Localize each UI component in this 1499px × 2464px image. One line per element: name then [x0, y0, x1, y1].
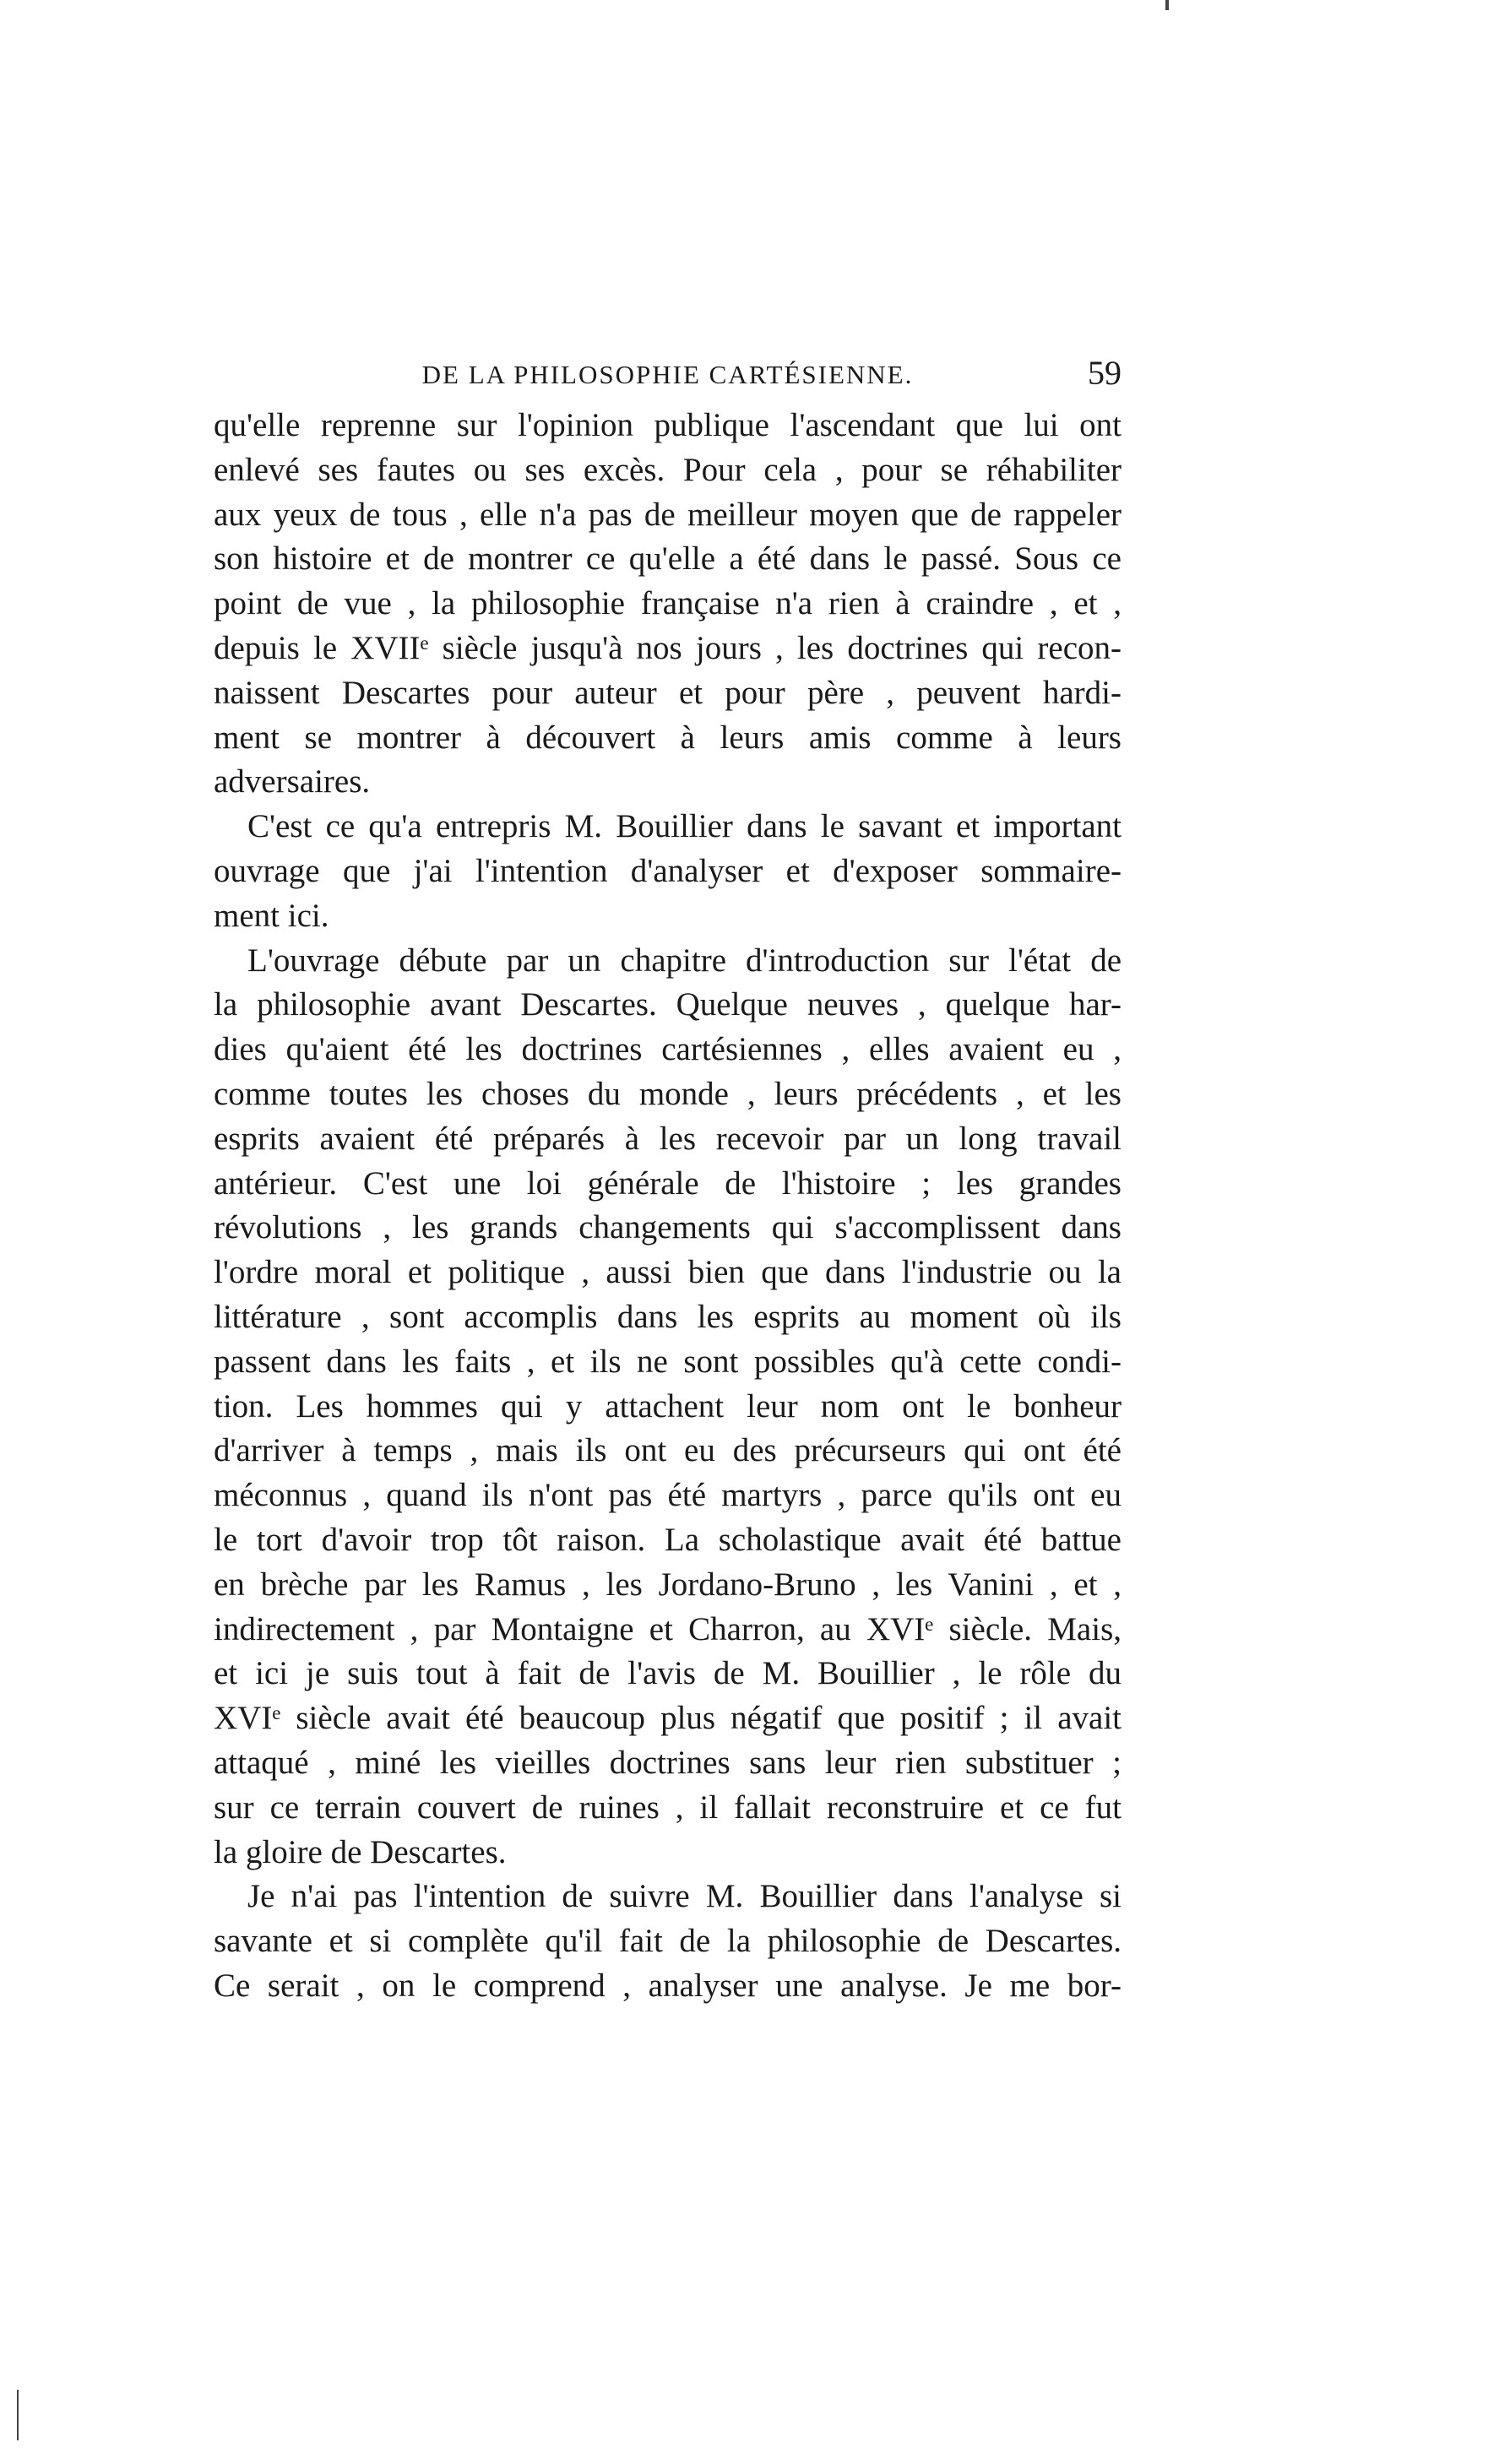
text-line: qu'elle reprenne sur l'opinion publique l'ascendant que lui ont [214, 407, 1122, 443]
text-line: comme toutes les choses du monde , leurs précédents , et les [214, 1075, 1122, 1112]
text-line: et ici je suis tout à fait de l'avis de M. Bouillier , le rôle du [214, 1655, 1122, 1692]
scan-artifact [17, 2390, 19, 2440]
text-line: révolutions , les grands changements qui s'accomplissent dans [214, 1209, 1122, 1246]
text-line: ment ici. [214, 897, 329, 934]
text-line: le tort d'avoir trop tôt raison. La scholastique avait été battue [214, 1521, 1122, 1558]
page-number: 59 [1088, 354, 1122, 392]
text-line: tion. Les hommes qui y attachent leur nom ont le bonheur [214, 1387, 1122, 1425]
text-line: point de vue , la philosophie française n'a rien à craindre , et , [214, 585, 1122, 622]
text-line: la philosophie avant Descartes. Quelque neuves , quelque har- [214, 986, 1122, 1023]
text-line: en brèche par les Ramus , les Jordano-Bruno , les Vanini , et , [214, 1566, 1122, 1603]
text-line: d'arriver à temps , mais ils ont eu des précurseurs qui ont été [214, 1432, 1122, 1469]
body-text [214, 404, 1122, 2009]
text-line: la gloire de Descartes. [214, 1833, 507, 1870]
text-line: attaqué , miné les vieilles doctrines sans leur rien substituer ; [214, 1744, 1122, 1781]
text-line: ouvrage que j'ai l'intention d'analyser et d'exposer sommaire- [214, 852, 1122, 889]
text-line: son histoire et de montrer ce qu'elle a été dans le passé. Sous ce [214, 540, 1122, 578]
text-line: adversaires. [214, 763, 371, 801]
text-line: esprits avaient été préparés à les recevoir par un long travail [214, 1120, 1122, 1157]
text-line: méconnus , quand ils n'ont pas été martyrs , parce qu'ils ont eu [214, 1477, 1122, 1514]
text-line: XVIᵉ siècle avait été beaucoup plus négatif que positif ; il avait [214, 1700, 1122, 1737]
text-line: dies qu'aient été les doctrines cartésiennes , elles avaient eu , [214, 1031, 1122, 1068]
text-line: Je n'ai pas l'intention de suivre M. Bouillier dans l'analyse si [247, 1878, 1122, 1915]
text-line: passent dans les faits , et ils ne sont possibles qu'à cette condi- [214, 1343, 1122, 1380]
scan-artifact [1165, 0, 1169, 10]
text-line: C'est ce qu'a entrepris M. Bouillier dans le savant et important [247, 808, 1122, 845]
text-line: l'ordre moral et politique , aussi bien que dans l'industrie ou la [214, 1254, 1122, 1291]
text-line: aux yeux de tous , elle n'a pas de meilleur moyen que de rappeler [214, 496, 1122, 533]
text-line: indirectement , par Montaigne et Charron, au XVIᵉ siècle. Mais, [214, 1610, 1122, 1647]
text-line: naissent Descartes pour auteur et pour père , peuvent hardi- [214, 674, 1122, 711]
text-line: enlevé ses fautes ou ses excès. Pour cela , pour se réhabiliter [214, 451, 1122, 488]
text-line: savante et si complète qu'il fait de la philosophie de Descartes. [214, 1923, 1122, 1960]
text-line: L'ouvrage débute par un chapitre d'introduction sur l'état de [247, 942, 1122, 979]
text-line: antérieur. C'est une loi générale de l'histoire ; les grandes [214, 1164, 1122, 1202]
running-title: DE LA PHILOSOPHIE CARTÉSIENNE. [421, 360, 914, 389]
text-line: depuis le XVIIᵉ siècle jusqu'à nos jours , les doctrines qui recon- [214, 629, 1122, 666]
text-line: Ce serait , on le comprend , analyser une analyse. Je me bor- [214, 1967, 1122, 2004]
page-header [214, 353, 1122, 395]
text-line: sur ce terrain couvert de ruines , il fallait reconstruire et ce fut [214, 1788, 1122, 1826]
text-line: littérature , sont accomplis dans les esprits au moment où ils [214, 1298, 1122, 1335]
text-line: ment se montrer à découvert à leurs amis comme à leurs [214, 719, 1122, 756]
